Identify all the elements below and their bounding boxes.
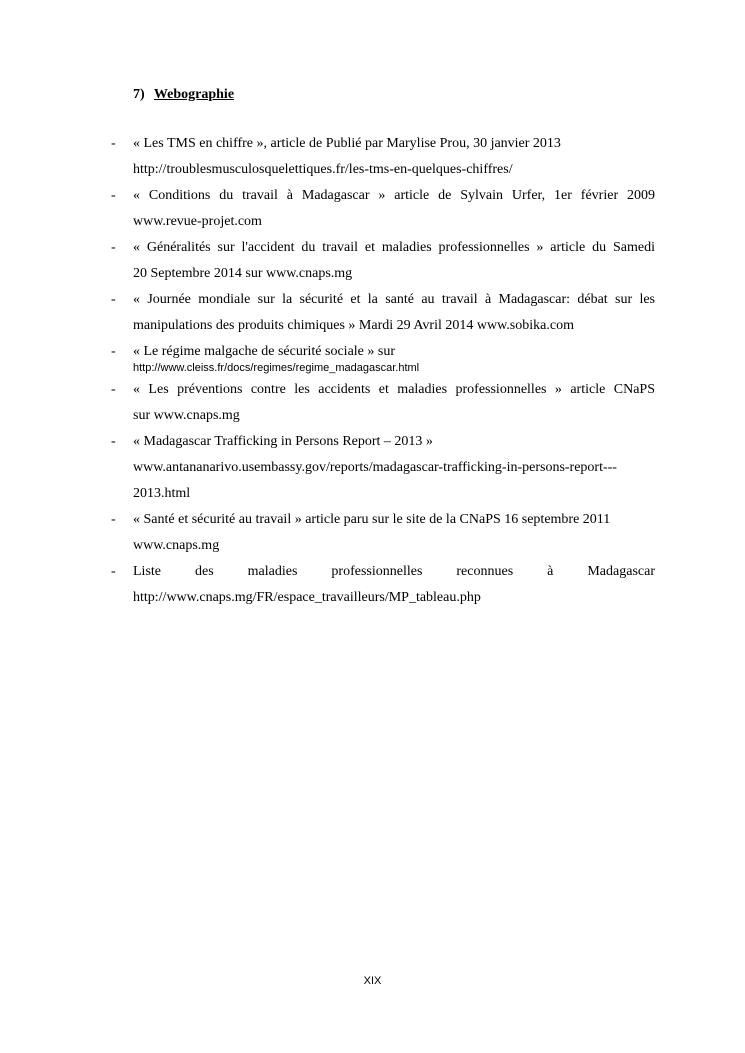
- section-number: 7): [133, 87, 145, 102]
- reference-link[interactable]: 2013.html: [133, 486, 191, 501]
- reference-text: « Le régime malgache de sécurité sociale » sur: [133, 344, 395, 359]
- reference-text: 20 Septembre 2014 sur www.cnaps.mg: [133, 266, 353, 281]
- reference-link[interactable]: http://www.cleiss.fr/docs/regimes/regime_madagascar.html: [133, 362, 420, 374]
- reference-link[interactable]: http://www.cnaps.mg/FR/espace_travailleurs/MP_tableau.php: [133, 590, 481, 605]
- bullet-dash: -: [111, 434, 116, 449]
- reference-text: Liste des maladies professionnelles reconnues à Madagascar: [133, 564, 655, 579]
- bullet-dash: -: [111, 512, 116, 527]
- bullet-dash: -: [111, 344, 116, 359]
- reference-link[interactable]: www.antananarivo.usembassy.gov/reports/madagascar-trafficking-in-persons-report---: [133, 460, 617, 475]
- reference-text: « Journée mondiale sur la sécurité et la santé au travail à Madagascar: débat sur les: [133, 292, 655, 307]
- reference-text: « Madagascar Trafficking in Persons Report – 2013 »: [133, 434, 433, 449]
- page-number: XIX: [363, 975, 382, 987]
- bullet-dash: -: [111, 292, 116, 307]
- reference-text: « Les TMS en chiffre », article de Publié par Marylise Prou, 30 janvier 2013: [133, 136, 561, 151]
- reference-text: manipulations des produits chimiques » Mardi 29 Avril 2014 www.sobika.com: [133, 318, 574, 333]
- bullet-dash: -: [111, 564, 116, 579]
- reference-text: sur www.cnaps.mg: [133, 408, 240, 423]
- section-title: Webographie: [153, 87, 235, 102]
- bullet-dash: -: [111, 136, 116, 151]
- section-heading: [133, 87, 234, 103]
- reference-text: « Généralités sur l'accident du travail et maladies professionnelles » article du Samedi: [133, 240, 655, 255]
- bullet-dash: -: [111, 240, 116, 255]
- bullet-dash: -: [111, 188, 116, 203]
- reference-text: « Conditions du travail à Madagascar » article de Sylvain Urfer, 1er février 2009: [133, 188, 655, 203]
- reference-link[interactable]: www.revue-projet.com: [133, 214, 262, 229]
- reference-link[interactable]: http://troublesmusculosquelettiques.fr/les-tms-en-quelques-chiffres/: [133, 162, 513, 177]
- reference-link[interactable]: www.cnaps.mg: [133, 538, 220, 553]
- reference-text: « Les préventions contre les accidents et maladies professionnelles » article CNaPS: [133, 382, 655, 397]
- bullet-dash: -: [111, 382, 116, 397]
- reference-text: « Santé et sécurité au travail » article paru sur le site de la CNaPS 16 septembre 2011: [133, 512, 611, 527]
